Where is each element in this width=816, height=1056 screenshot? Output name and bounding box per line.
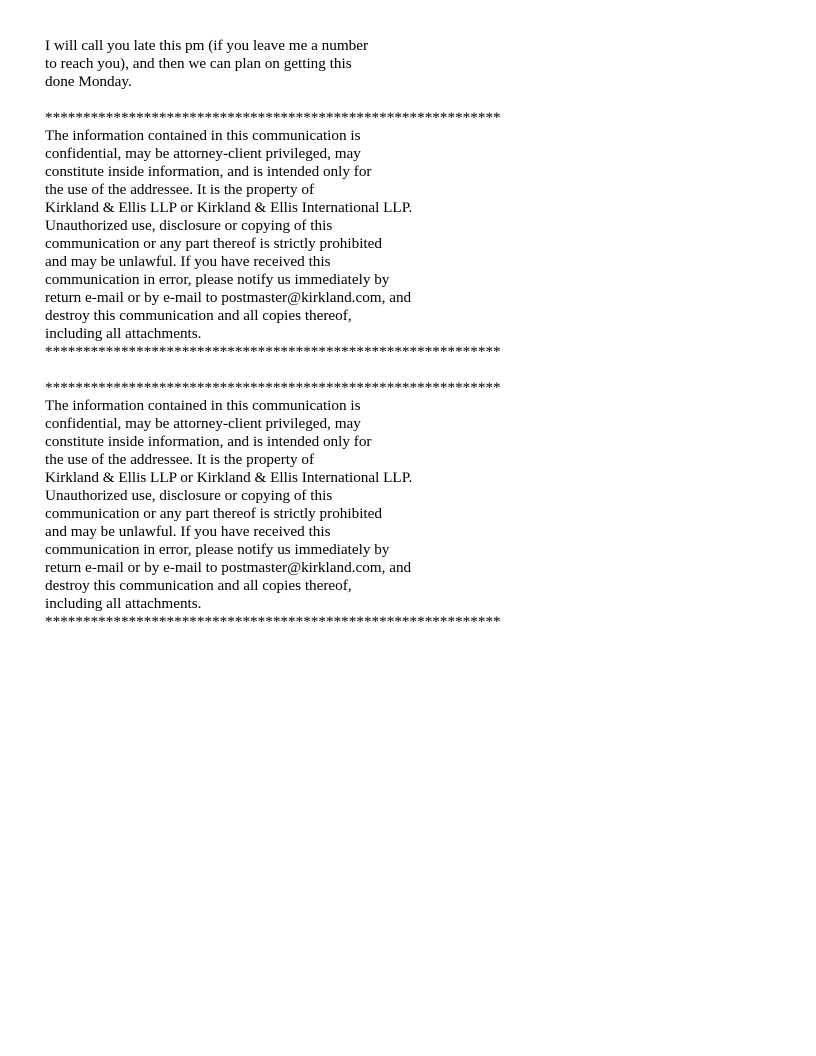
disclaimer-line: and may be unlawful. If you have received this [45,523,331,540]
disclaimer-line: Unauthorized use, disclosure or copying of this [45,217,333,234]
message-line: I will call you late this pm (if you leave me a number [45,37,369,54]
confidentiality-disclaimer [45,379,501,631]
disclaimer-line: communication in error, please notify us immediately by [45,271,390,288]
disclaimer-line: Kirkland & Ellis LLP or Kirkland & Ellis International LLP. [45,199,413,216]
confidentiality-disclaimer [45,109,501,361]
disclaimer-line: return e-mail or by e-mail to postmaster@kirkland.com, and [45,289,412,306]
disclaimer-line: including all attachments. [45,595,202,612]
disclaimer-line: The information contained in this communication is [45,397,361,414]
disclaimer-line: Kirkland & Ellis LLP or Kirkland & Ellis International LLP. [45,469,413,486]
message-paragraph [45,37,501,91]
message-line: done Monday. [45,73,132,90]
disclaimer-line: constitute inside information, and is intended only for [45,433,372,450]
disclaimer-line: confidential, may be attorney-client privileged, may [45,145,361,162]
asterisk-rule-bottom: ************************************************************ [45,343,501,360]
disclaimer-line: communication or any part thereof is strictly prohibited [45,505,382,522]
message-line: to reach you), and then we can plan on getting this [45,55,352,72]
disclaimer-line: the use of the addressee. It is the property of [45,181,315,198]
asterisk-rule-bottom: ************************************************************ [45,613,501,630]
disclaimer-line: confidential, may be attorney-client privileged, may [45,415,361,432]
disclaimer-line: constitute inside information, and is intended only for [45,163,372,180]
email-body [45,37,501,631]
disclaimer-line: communication or any part thereof is strictly prohibited [45,235,382,252]
disclaimer-line: the use of the addressee. It is the property of [45,451,315,468]
disclaimer-line: destroy this communication and all copies thereof, [45,307,352,324]
blank-line [45,361,501,379]
disclaimer-line: return e-mail or by e-mail to postmaster@kirkland.com, and [45,559,412,576]
disclaimer-line: and may be unlawful. If you have received this [45,253,331,270]
disclaimer-line: The information contained in this communication is [45,127,361,144]
disclaimer-line: communication in error, please notify us immediately by [45,541,390,558]
disclaimer-line: including all attachments. [45,325,202,342]
asterisk-rule-top: ************************************************************ [45,379,501,396]
disclaimer-line: Unauthorized use, disclosure or copying of this [45,487,333,504]
disclaimer-line: destroy this communication and all copies thereof, [45,577,352,594]
blank-line [45,91,501,109]
asterisk-rule-top: ************************************************************ [45,109,501,126]
